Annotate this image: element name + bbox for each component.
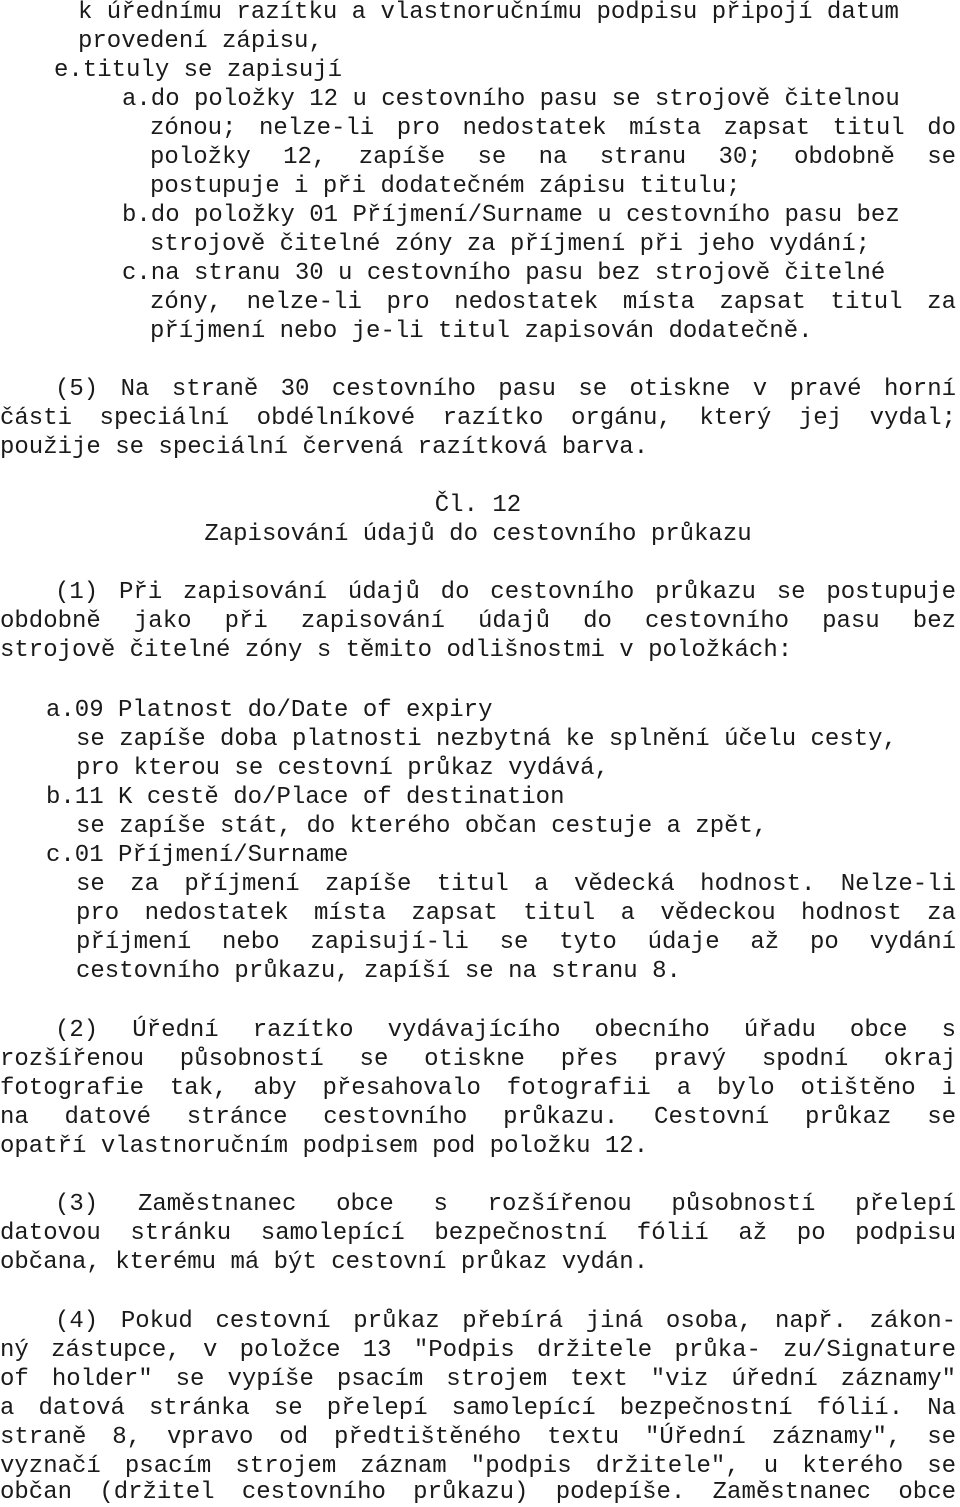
article-title: Zapisování údajů do cestovního průkazu: [204, 521, 752, 548]
paragraph-line: fotografie tak, aby přesahovalo fotografii a bylo otištěno i: [0, 1075, 956, 1102]
list-item-text: se za příjmení zapíše titul a vědecká hodnost. Nelze-li: [76, 871, 956, 898]
list-item-heading: c.01 Příjmení/Surname: [46, 842, 349, 869]
paragraph-line: (4) Pokud cestovní průkaz přebírá jiná osoba, např. zákon-: [55, 1308, 956, 1335]
paragraph-line: obdobně jako při zapisování údajů do cestovního pasu bez: [0, 608, 956, 635]
list-item-text: se zapíše doba platnosti nezbytná ke splnění účelu cesty,: [76, 726, 897, 753]
list-item-text: pro kterou se cestovní průkaz vydává,: [76, 755, 609, 782]
paragraph-line: ný zástupce, v položce 13 "Podpis držitele průka- zu/Signature: [0, 1337, 956, 1364]
paragraph-line: použije se speciální červená razítková barva.: [0, 434, 649, 461]
paragraph-line: části speciální obdélníkové razítko orgánu, který jej vydal;: [0, 405, 956, 432]
paragraph-line: (1) Při zapisování údajů do cestovního průkazu se postupuje: [55, 579, 956, 606]
text-line: položky 12, zapíše se na stranu 30; obdobně se: [150, 144, 956, 171]
list-item-text: cestovního průkazu, zapíší se na stranu 8.: [76, 958, 681, 985]
paragraph-line: datovou stránku samolepící bezpečnostní fólií až po podpisu: [0, 1220, 956, 1247]
paragraph-line: straně 8, vpravo od předtištěného textu "Úřední záznamy", se: [0, 1424, 956, 1451]
text-line: provedení zápisu,: [78, 28, 323, 55]
text-line: postupuje i při dodatečném zápisu titulu;: [150, 173, 741, 200]
list-item-label: e.tituly se zapisují: [54, 57, 343, 84]
text-line: příjmení nebo je-li titul zapisován dodatečně.: [150, 318, 813, 345]
text-line: zónou; nelze-li pro nedostatek místa zapsat titul do: [150, 115, 956, 142]
text-line: a.do položky 12 u cestovního pasu se strojově čitelnou: [122, 86, 900, 113]
list-item-text: pro nedostatek místa zapsat titul a vědeckou hodnost za: [76, 900, 956, 927]
paragraph-line: (5) Na straně 30 cestovního pasu se otiskne v pravé horní: [55, 376, 956, 403]
paragraph-line: of holder" se vypíše psacím strojem text "viz úřední záznamy": [0, 1366, 956, 1393]
list-item-text: příjmení nebo zapisují-li se tyto údaje až po vydání: [76, 929, 956, 956]
article-number: Čl. 12: [434, 492, 522, 519]
list-item-text: se zapíše stát, do kterého občan cestuje a zpět,: [76, 813, 768, 840]
paragraph-line: (3) Zaměstnanec obce s rozšířenou působností přelepí: [55, 1191, 956, 1218]
paragraph-line: občan (držitel cestovního průkazu) podepíše. Zaměstnanec obce: [0, 1479, 956, 1506]
list-item-heading: a.09 Platnost do/Date of expiry: [46, 697, 493, 724]
list-item-heading: b.11 K cestě do/Place of destination: [46, 784, 565, 811]
text-line: b.do položky 01 Příjmení/Surname u cestovního pasu bez: [122, 202, 900, 229]
paragraph-line: občana, kterému má být cestovní průkaz vydán.: [0, 1249, 649, 1276]
paragraph-line: (2) Úřední razítko vydávajícího obecního úřadu obce s: [55, 1017, 956, 1044]
text-line: k úřednímu razítku a vlastnoručnímu podpisu připojí datum: [78, 0, 899, 26]
paragraph-line: na datové stránce cestovního průkazu. Cestovní průkaz se: [0, 1104, 956, 1131]
paragraph-line: strojově čitelné zóny s těmito odlišnostmi v položkách:: [0, 637, 793, 664]
paragraph-line: a datová stránka se přelepí samolepící bezpečnostní fólií. Na: [0, 1395, 956, 1422]
text-line: zóny, nelze-li pro nedostatek místa zapsat titul za: [150, 289, 956, 316]
paragraph-line: opatří vlastnoručním podpisem pod položku 12.: [0, 1133, 649, 1160]
text-line: strojově čitelné zóny za příjmení při jeho vydání;: [150, 231, 871, 258]
paragraph-line: rozšířenou působností se otiskne přes pravý spodní okraj: [0, 1046, 956, 1073]
text-line: c.na stranu 30 u cestovního pasu bez strojově čitelné: [122, 260, 886, 287]
paragraph-line: vyznačí psacím strojem záznam "podpis držitele", u kterého se: [0, 1453, 956, 1480]
